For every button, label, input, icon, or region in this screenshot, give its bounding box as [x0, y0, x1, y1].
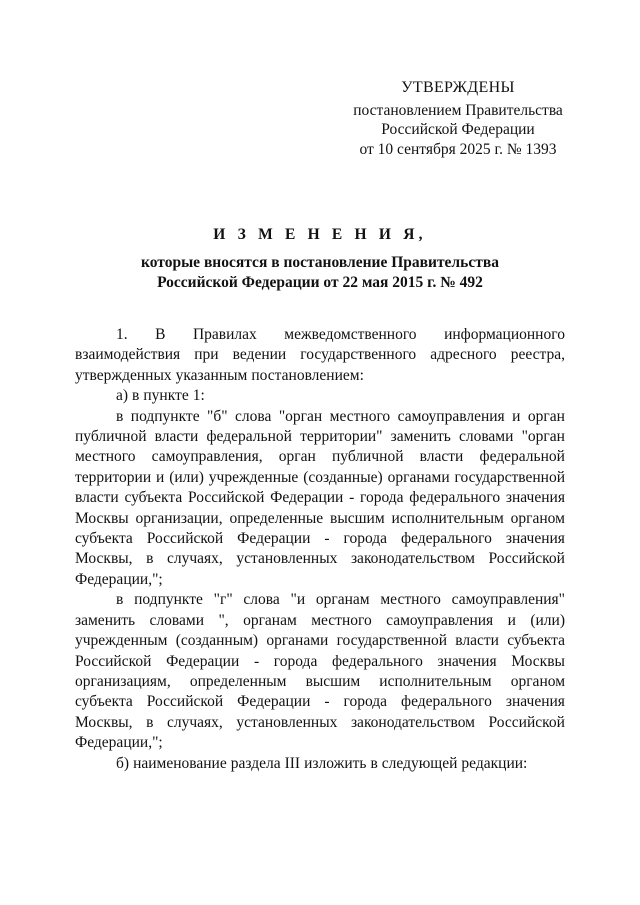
body-word: органом: [510, 509, 565, 527]
body-word: (или): [169, 468, 204, 486]
body-word: В: [155, 326, 166, 343]
body-line: [75, 509, 565, 529]
body-word: Российской: [146, 530, 224, 548]
body-word: самоуправления: [386, 611, 494, 629]
body-word: самоуправления": [451, 591, 565, 609]
body-word: реестра,: [510, 346, 565, 364]
body-line: [75, 692, 565, 712]
body-word: власти: [154, 428, 199, 446]
body-word: организациям,: [75, 672, 171, 690]
body-word: определенным: [189, 672, 287, 690]
body-word: учрежденным: [75, 632, 168, 650]
body-word: Москвы,: [75, 713, 133, 731]
body-word: и: [156, 468, 165, 486]
body-word: значения: [437, 652, 497, 670]
body-word: межведомственного: [284, 326, 417, 343]
body-word: заменить: [390, 428, 451, 446]
body-word: органам: [243, 611, 297, 629]
body-word: Москвы,: [75, 550, 133, 568]
body-word: "орган: [278, 407, 323, 425]
body-word: местного: [311, 611, 372, 629]
body-word: значения: [505, 693, 565, 711]
body-word: местного: [380, 591, 441, 609]
body-word: организации,: [135, 509, 223, 527]
body-word: Российской: [75, 652, 152, 670]
approval-stamp: [340, 78, 576, 159]
body-word: Федерации: [270, 489, 344, 507]
body-word: (или): [530, 611, 565, 629]
body-line: [75, 733, 565, 753]
body-word: утвержденных: [75, 366, 172, 384]
body-word: органами: [387, 468, 450, 486]
body-word: заменить: [75, 611, 136, 629]
body-word: установленных: [236, 713, 338, 731]
body-word: Москвы: [511, 652, 565, 670]
body-word: Федерации: [237, 693, 311, 711]
body-word: -: [253, 652, 260, 670]
body-word: высшим: [330, 509, 385, 527]
body-word: (созданным): [175, 632, 259, 650]
body-word: информационного: [444, 326, 565, 343]
body-word: федерального: [409, 489, 501, 507]
document-title: И З М Е Н Е Н И Я,: [213, 226, 427, 243]
body-word: власти: [75, 489, 119, 507]
body-word: взаимодействия: [75, 346, 181, 364]
body-word: в: [146, 713, 154, 731]
body-word: города: [273, 652, 318, 670]
body-line: [75, 427, 565, 447]
approval-line-2: Российской Федерации: [381, 121, 535, 138]
body-line: [75, 590, 565, 610]
body-word: Федерации: [166, 652, 240, 670]
body-word: значения: [505, 530, 565, 548]
body-word: следующей: [381, 754, 458, 772]
body-word: пункте: [143, 387, 189, 405]
body-word: законодательством: [350, 713, 475, 731]
body-word: исполнительным: [379, 672, 492, 690]
body-word: Российской: [187, 489, 265, 507]
body-word: субъекта: [507, 632, 565, 650]
body-line: [75, 611, 565, 631]
body-word: 1:: [192, 387, 205, 405]
body-word: территории": [300, 428, 383, 446]
body-line: [75, 570, 565, 590]
subtitle-line-1: которые вносятся в постановление Правительства: [141, 254, 499, 271]
body-line: [75, 386, 565, 406]
body-word: Федерации,";: [75, 734, 163, 752]
body-word: высшим: [305, 672, 361, 690]
document-body: [75, 325, 565, 774]
body-word: города: [360, 489, 404, 507]
body-word: самоуправления,: [151, 448, 263, 466]
body-line: [75, 529, 565, 549]
body-word: самоуправления: [397, 407, 505, 425]
body-word: в: [116, 407, 124, 425]
body-word: органами: [266, 632, 329, 650]
body-word: наименование: [133, 754, 227, 772]
body-word: местного: [75, 448, 136, 466]
body-word: федерального: [401, 530, 492, 548]
body-word: ведении: [232, 346, 287, 364]
approval-line-1: постановлением Правительства: [353, 101, 563, 119]
body-word: федеральной: [206, 428, 292, 446]
body-line: [75, 672, 565, 692]
body-word: "орган: [521, 428, 565, 446]
body-word: изложить: [304, 754, 367, 772]
body-word: города: [343, 530, 388, 548]
body-word: определенные: [229, 509, 324, 527]
body-word: III: [284, 754, 301, 772]
body-word: указанным: [175, 366, 248, 384]
body-word: и: [512, 407, 521, 425]
body-word: Российской: [488, 713, 565, 731]
body-line: [75, 652, 565, 672]
body-word: при: [194, 346, 219, 364]
body-word: власти: [419, 448, 464, 466]
body-word: органом: [510, 672, 565, 690]
body-line: [75, 366, 565, 386]
body-word: органам: [315, 591, 370, 609]
body-line: [75, 631, 565, 651]
body-word: государственной: [336, 632, 448, 650]
body-word: подпункте: [134, 591, 203, 609]
body-word: государственного: [300, 346, 417, 364]
body-word: в: [370, 754, 378, 772]
body-word: установленных: [236, 550, 338, 568]
body-word: постановлением:: [251, 366, 364, 384]
body-line: [75, 325, 565, 345]
body-line: [75, 468, 565, 488]
body-word: случаях,: [167, 713, 223, 731]
body-word: -: [324, 530, 330, 548]
body-word: публичной: [75, 428, 147, 446]
body-word: Российской: [146, 693, 224, 711]
body-word: Москвы: [75, 509, 129, 527]
body-word: "и: [290, 591, 306, 609]
body-word: субъекта: [75, 693, 133, 711]
body-word: субъекта: [75, 530, 133, 548]
body-word: 1.: [116, 326, 128, 343]
body-word: раздела: [230, 754, 281, 772]
body-word: Федерации,";: [75, 570, 163, 588]
body-line: [75, 345, 565, 365]
body-word: в: [132, 387, 140, 405]
document-subtitle: [90, 253, 550, 292]
body-line: [75, 549, 565, 569]
body-word: в: [116, 591, 124, 609]
body-word: "г": [213, 591, 233, 609]
body-line: [75, 754, 565, 774]
body-word: территории: [75, 468, 152, 486]
body-word: а): [116, 387, 129, 405]
body-line: [75, 488, 565, 508]
body-line: [75, 407, 565, 427]
body-word: орган: [278, 448, 316, 466]
body-line: [75, 713, 565, 733]
body-word: субъекта: [124, 489, 183, 507]
body-word: адресного: [430, 346, 497, 364]
body-word: и: [507, 611, 516, 629]
body-word: подпункте: [130, 407, 200, 425]
body-word: -: [324, 693, 330, 711]
body-word: местного: [329, 407, 391, 425]
body-word: словами: [458, 428, 514, 446]
body-word: "б": [207, 407, 228, 425]
approval-line-3: от 10 сентября 2025 г. № 1393: [359, 140, 557, 158]
body-word: учрежденные: [208, 468, 299, 486]
body-word: слова: [235, 407, 272, 425]
body-word: законодательством: [350, 550, 475, 568]
body-word: Федерации: [237, 530, 311, 548]
body-word: словами: [149, 611, 205, 629]
body-word: Российской: [488, 550, 565, 568]
body-word: федерального: [332, 652, 423, 670]
body-word: -: [349, 489, 355, 507]
body-word: орган: [527, 407, 565, 425]
body-word: Правилах: [192, 326, 257, 343]
body-word: (созданные): [303, 468, 383, 486]
body-word: ",: [218, 611, 229, 629]
body-word: редакции:: [461, 754, 528, 772]
body-line: [75, 447, 565, 467]
subtitle-line-2: Российской Федерации от 22 мая 2015 г. № 492: [157, 273, 483, 291]
approval-heading: УТВЕРЖДЕНЫ: [401, 79, 515, 96]
body-word: б): [116, 754, 130, 772]
body-word: публичной: [331, 448, 404, 466]
body-word: в: [146, 550, 154, 568]
body-word: исполнительным: [391, 509, 504, 527]
body-word: государственной: [454, 468, 565, 486]
body-word: федеральной: [479, 448, 565, 466]
body-word: значения: [505, 489, 565, 507]
body-word: слова: [243, 591, 280, 609]
body-word: власти: [455, 632, 499, 650]
body-word: федерального: [401, 693, 492, 711]
body-word: случаях,: [167, 550, 223, 568]
body-word: города: [343, 693, 388, 711]
